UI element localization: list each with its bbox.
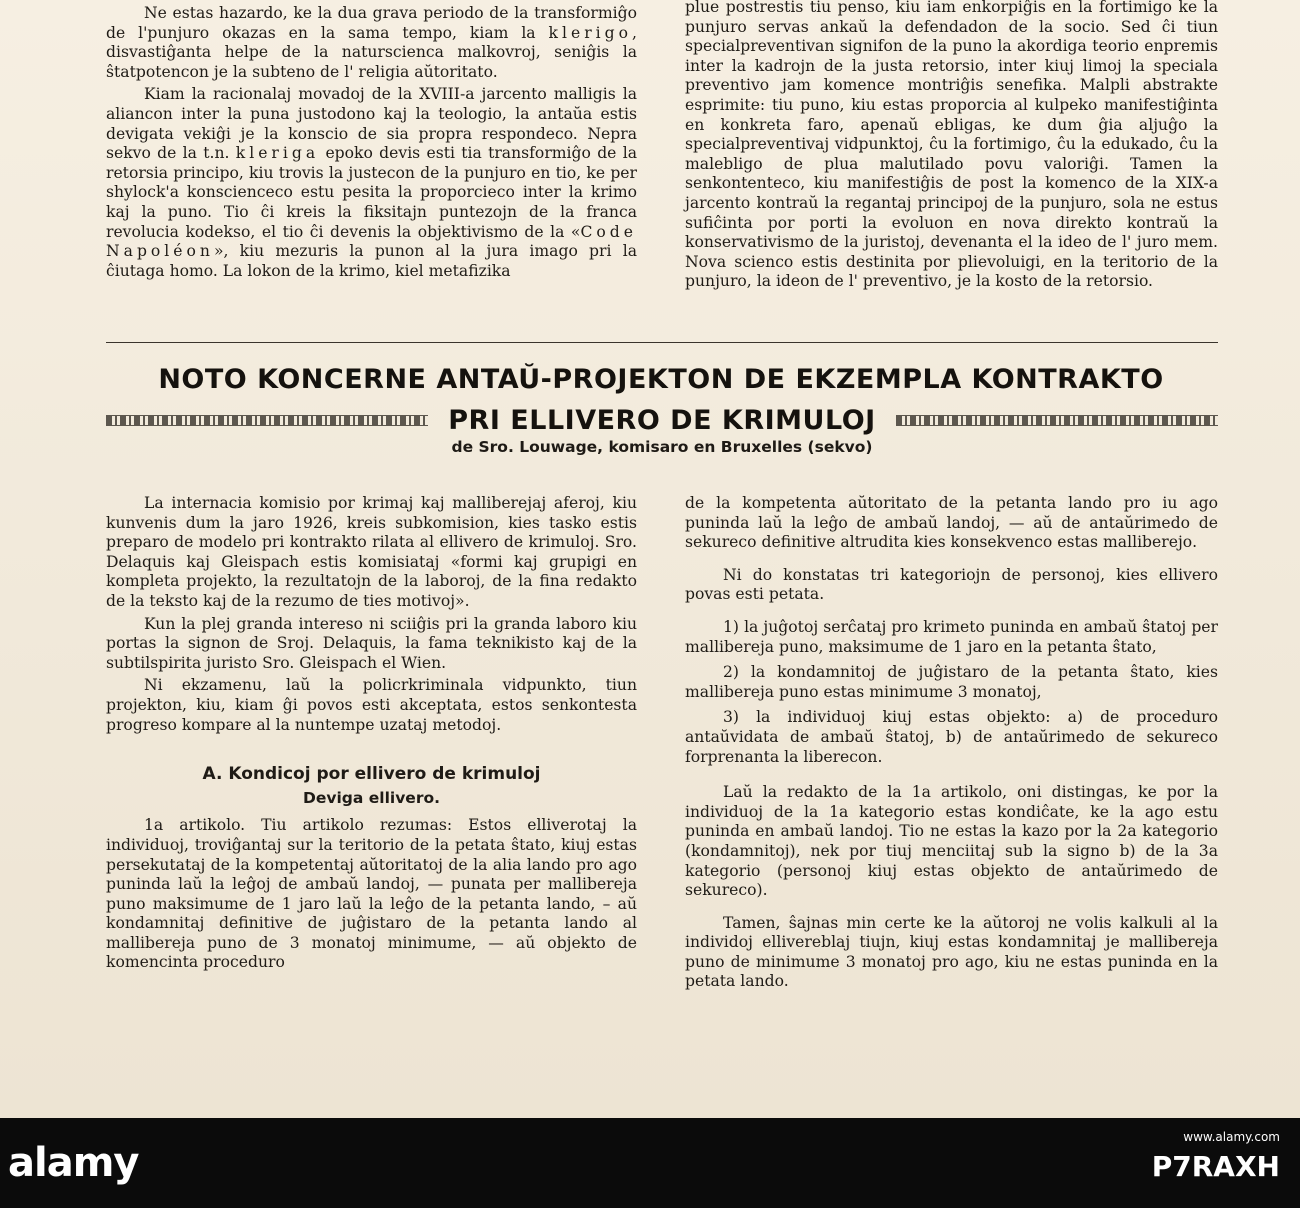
list-item: 1) la juĝotoj serĉataj pro krimeto puninda en ambaŭ ŝtatoj per malliberejа puno, maksimume de 1 jaro en la petanta ŝtato, xyxy=(685,617,1218,656)
top-left-paragraph-1 xyxy=(106,4,637,82)
text-run: Ne estas hazardo, ke la dua grava periodo de la transformiĝo de l'punjuro okazas en la sama tempo, kiam la xyxy=(106,4,637,42)
article-paragraph: La internacia komisio por krimaj kaj malliberejaj aferoj, kiu kunvenis dum la jaro 1926, kreis subkomision, kies tasko estis preparo de modelo pri kontrakto rilata al ellivero de krimuloj. Sro. Delaquis kaj Gleispach estis komisiataj «formi kaj grupigi en kompleta projekto, la rezultatojn de la laboroj, de la fina redakto de la teksto kaj de la rezumo de ties motivoj». xyxy=(106,494,637,610)
article-paragraph: Kun la plej granda intereso ni sciiĝis pri la granda laboro kiu portas la signon de Sroj. Delaquis, la fama teknikisto kaj de la subtilspirita juristo Sro. Gleispach el Wien. xyxy=(106,614,637,672)
top-right-paragraph: plue postrestis tiu penso, kiu iam enkorpiĝis en la fortimigo ke la punjuro servas ankaŭ la defendadon de la socio. Sed ĉi tiun specialpreventivan signifon de la puno la akordiga teorio enpremis inter la kadrojn de la justa retorsio, inter kiuj limoj la speciala preventivo jam komence montriĝis senefika. Malpli abstrakte esprimite: tiu puno, kiu estas proporcia al kulpeko manifestiĝinta en konkreta faro, apenaŭ ebligas, ke dum ĝia aljuĝo la specialpreventivaj vidpunktoj, ĉu la fortimigo, ĉu la edukado, ĉu la malebligo de plua malutilado povu valoriĝi. Tamen la senkontenteco, kiu manifestiĝis de post la komenco de la XIX-a jarcento kontraŭ la regantaj principoj de la punjuro, sola ne estus sufiĉinta por porti la evoluon en nova direkto kontraŭ la konservativismo de la juristoj, devenanta el la ideo de l' juro mem. Nova scienco estis destinita por plievoluigi, en la teritorio de la punjuro, la ideon de l' preventivo, je la kosto de la retorsio. xyxy=(685,0,1218,291)
subsection-heading: Deviga ellivero. xyxy=(303,788,440,807)
stock-site-url: www.alamy.com xyxy=(1183,1130,1280,1144)
article-right-column xyxy=(685,494,1218,995)
spaced-word: klerigo xyxy=(548,23,633,42)
text-run: », kiu mezuris la punon al la jura imago pri la ĉiutaga homo. La lokon de la krimo, kiel metafizika xyxy=(106,242,637,280)
article-paragraph: Ni do konstatas tri kategoriojn de personoj, kies ellivero povas esti petata. xyxy=(685,565,1218,604)
ornament-right xyxy=(896,415,1218,426)
stock-image-id: P7RAXH xyxy=(1151,1150,1280,1183)
top-left-column xyxy=(106,4,637,284)
text-run: epoko devis esti tia transformiĝo de la retorsia principo, kiu trovis la justecon de la punjuro en tio, ke per shylock'a konscienceco estu pesita la proporcieco inter la krimo kaj la puno. Tio ĉi kreis la fiksitajn puntezojn de la franca revolucia kodekso, el tio ĉi devenis la objektivismo de la « xyxy=(106,144,637,241)
ornament-left xyxy=(106,415,428,426)
section-divider xyxy=(106,342,1218,343)
stock-footer-bar xyxy=(0,1118,1300,1208)
stock-brand-logo: alamy xyxy=(8,1140,139,1186)
article-byline: de Sro. Louwage, komisaro en Bruxelles (sekvo) xyxy=(451,438,873,456)
article-title-line-2: PRI ELLIVERO DE KRIMULOJ xyxy=(448,404,876,436)
spaced-word: Code Napoléon xyxy=(106,222,637,261)
spaced-word: kleriga xyxy=(235,144,320,163)
article-paragraph: Ni ekzamenu, laŭ la policrkriminala vidpunkto, tiun projekton, kiu, kiam ĝi povos esti akceptata, estos senkontesta progreso kompare al la nuntempe uzataj metodoj. xyxy=(106,676,637,734)
text-run: , disvastiĝanta helpe de la naturscienca malkovroj, seniĝis la ŝtatpotencon je la subteno de l' religia aŭtoritato. xyxy=(106,23,637,81)
top-right-column xyxy=(685,0,1218,295)
article-paragraph: de la kompetenta aŭtoritato de la petanta lando pro iu ago puninda laŭ la leĝo de ambaŭ landoj, — aŭ de antaŭrimedo de sekureco definitive altrudita kies konsekvenco estas malliberejо. xyxy=(685,494,1218,552)
top-left-paragraph-2 xyxy=(106,85,637,281)
article-left-column xyxy=(106,494,637,976)
list-item: 2) la kondamnitoj de juĝistaro de la petanta ŝtato, kies malliberejа puno estas minimume 3 monatoj, xyxy=(685,663,1218,701)
article-paragraph: Laŭ la redakto de la 1a artikolo, oni distingas, ke por la individuoj de la 1a kategorio estas kondiĉate, ke la ago estu puninda en ambaŭ landoj. Tio ne estas la kazo por la 2a kategorio (kondamnitoj), nek por tiuj menciitaj sub la signo b) de la 3a kategorio (personoj kiuj estas objekto de antaŭrimedo de sekureco). xyxy=(685,783,1218,900)
section-heading: A. Kondicoj por ellivero de krimuloj xyxy=(202,764,541,785)
article-paragraph: Tamen, ŝajnas min certe ke la aŭtoroj ne volis kalkuli al la individoj ellivereblaj tiujn, kiuj estas kondamnitaj je malliberejа puno de minimume 3 monatoj pro ago, kiu ne estas puninda en la petata lando. xyxy=(685,913,1218,991)
article-title-line-1: NOTO KONCERNE ANTAŬ-PROJEKTON DE EKZEMPLA KONTRAKTO xyxy=(158,364,1164,395)
article-title-line-2-row xyxy=(106,402,1218,438)
article-paragraph: 1a artikolo. Tiu artikolo rezumas: Estos elliverotaj la individuoj, troviĝantaj sur la teritorio de la petata ŝtato, kiuj estas persekutataj de la kompetentaj aŭtoritatoj de la alia lando pro ago puninda laŭ la leĝoj de ambaŭ landoj, — punata per malliberejа puno maksimume de 1 jaro laŭ la leĝo de la petanta lando, – aŭ kondamnitaj definitive de juĝistaro de la petanta lando al malliberejа puno de 3 monatoj minimume, — aŭ objekto de komencinta proceduro xyxy=(106,816,637,972)
text-run: Kiam la racionalaj movadoj de la XVIII-a jarcento malligis la aliancon inter la puna justodono kaj la teologio, la antaŭa estis devigata vekiĝi je la konscio de sia propra respondeco. Nepra sekvo de la t.n. xyxy=(106,85,637,163)
list-item: 3) la individuoj kiuj estas objekto: a) de proceduro antaŭvidata de ambaŭ ŝtatoj, b) de antaŭrimedo de sekureco forprenanta la liberecon. xyxy=(685,708,1218,766)
